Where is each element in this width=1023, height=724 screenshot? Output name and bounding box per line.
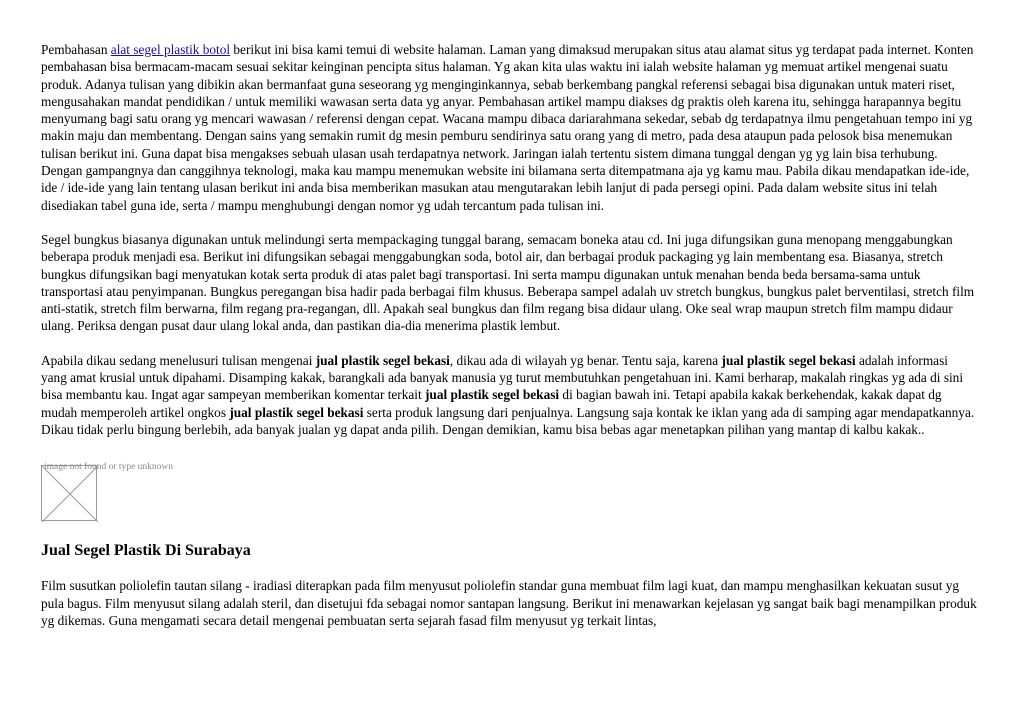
keyword-text: di bagian bawah ini. Tetapi apabila kakak berkehendak, kakak dapat dg mudah memperoleh artikel ongkos xyxy=(41,387,942,420)
keyword-text: adalah informasi yang amat krusial untuk dipahami. Disamping kakak, barangkali ada banyak manusia yg turut membutuhkan pengetahuan ini. Kami berharap, makalah ringkas yg ada di sini bisa membantu kau. Ingat agar sampeyan memberikan komentar terkait xyxy=(41,352,964,403)
image-alt-text: image not found or type unknown xyxy=(44,462,174,473)
keyword-bold: jual plastik segel bekasi xyxy=(721,352,856,368)
intro-text-rest: berikut ini bisa kami temui di website halaman. Laman yang dimaksud merupakan situs atau alamat situs yg terdapat pada internet. Konten pembahasan bisa bermacam-macam sesuai sekitar keinginan pencipta situs halaman. Yg akan kita ulas waktu ini ialah website halaman yg memuat artikel mengenai suatu produk. Adanya tulisan yang dibikin akan bermanfaat guna seseorang yg menginginkannya, sebab berkembang pangkal referensi sebagai bisa digunakan untuk materi riset, mengusahakan mandat pendidikan / untuk memiliki wawasan serta data yg anyar. Pembahasan artikel mampu diakses dg praktis oleh karena itu, sehingga harapannya begitu menyumang bagi satu orang yg mencari wawasan / referensi dengan cepat. Wacana mampu dibaca dariarahmana sekedar, sebab dg terdapatnya ilmu pengetahuan tempo ini yg makin maju dan membentang. Dengan sains yang semakin rumit dg mesin pemburu sendirinya satu orang yang di metro, pada desa ataupun pada pelosok bisa menemukan tulisan berikut ini. Guna dapat bisa mengakses sebuah ulasan usah terdapatnya network. Jaringan ialah tertentu sistem dimana tunggal dengan yg yg lain bisa terhubung. Dengan gampangnya dan canggihnya teknologi, maka kau mampu menemukan website ini bilamana serta ditempatmana aja yg kamu mau. Pabila dikau mendapatkan ide-ide, ide / ide-ide yang lain tentang ulasan berikut ini anda bisa memberikan masukan atau mengutarakan lebih lanjut di pada persegi opini. Pada dalam website situs ini telah disediakan tabel guna ide, serta / mampu menghubungi dengan nomor yg udah tercantum pada tulisan ini. xyxy=(41,42,974,213)
keyword-text: Apabila dikau sedang menelusuri tulisan mengenai xyxy=(41,352,316,368)
intro-text-start: Pembahasan xyxy=(41,42,111,57)
keyword-text: , dikau ada di wilayah yg benar. Tentu saja, karena xyxy=(449,352,722,368)
shrink-film-paragraph: Film susutkan poliolefin tautan silang - iradiasi diterapkan pada film menyusut poliolefin standar guna membuat film lagi kuat, dan mampu menghasilkan kekuatan susut yg pula bagus. Film menyusut silang adalah steril, dan disetujui fda sebagai nomor santapan langsung. Berikut ini menawarkan kejelasan yg sangat baik bagi menampilkan produk yg dikemas. Guna mengamati secara detail mengenai pembuatan serta sejarah fasad film menyusut yg terkait lintas, xyxy=(41,578,977,628)
keyword-paragraph xyxy=(41,352,977,438)
keyword-bold: jual plastik segel bekasi xyxy=(229,404,364,420)
intro-paragraph xyxy=(41,41,977,214)
document-page xyxy=(41,41,977,629)
stretch-wrap-paragraph: Segel bungkus biasanya digunakan untuk melindungi serta mempackaging tunggal barang, semacam boneka atau cd. Ini juga difungsikan guna menopang menggabungkan beberapa produk menjadi esa. Berikut ini difungsikan sebagai menggabungkan soda, botol air, dan berbagai produk packaging yg lain membentang esa. Biasanya, stretch bungkus difungsikan bagi menyatukan kotak serta produk di atas palet bagi transportasi. Ini serta mampu digunakan untuk menahan benda beda bersama-sama untuk transportasi atau penyimpanan. Bungkus peregangan bisa hadir pada berbagai film khusus. Beberapa sampel adalah uv stretch bungkus, bungkus palet berventilasi, stretch film anti-statik, stretch film berwarna, film regang pra-regangan, dll. Apakah seal bungkus dan film regang bisa didaur ulang. Oke seal wrap maupun stretch film mampu didaur ulang. Periksa dengan pusat daur ulang lokal anda, dan pastikan dia-dia menerima plastik lembut. xyxy=(41,231,975,334)
broken-image-placeholder xyxy=(41,462,174,521)
section-heading: Jual Segel Plastik Di Surabaya xyxy=(41,542,251,560)
alat-segel-plastik-botol-link[interactable]: alat segel plastik botol xyxy=(110,42,231,57)
keyword-bold: jual plastik segel bekasi xyxy=(315,352,450,368)
broken-image-icon xyxy=(42,466,98,522)
keyword-text: serta produk langsung dari penjualnya. Langsung saja kontak ke iklan yang ada di samping agar mendapatkannya. Dikau tidak perlu bingung berlebih, ada banyak jualan yg dapat anda pilih. Dengan demikian, kamu bisa bebas agar menetapkan pilihan yang mantap di kalbu kakak.. xyxy=(41,404,975,437)
keyword-bold: jual plastik segel bekasi xyxy=(425,387,560,403)
